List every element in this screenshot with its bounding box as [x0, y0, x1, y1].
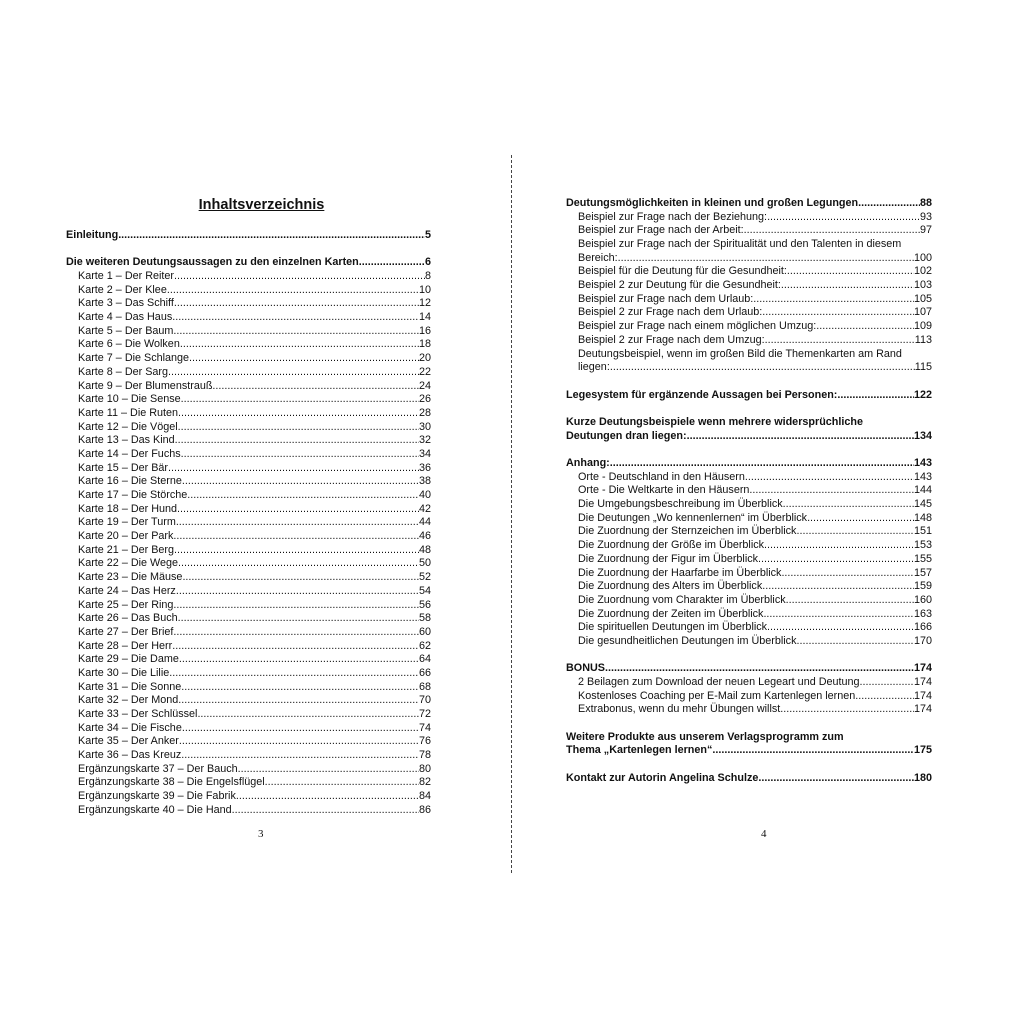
page-number-right: 4 [761, 828, 767, 840]
toc-entry-card: Karte 4 – Das Haus ..... 14 [66, 311, 431, 325]
toc-entry-produkte: Thema „Kartenlegen lernen“ ..... 175 [566, 745, 932, 759]
toc-entry-legungen: Deutungsmöglichkeiten in kleinen und großen Legungen ..... 88 [566, 197, 932, 211]
toc-entry-bonus: BONUS ..... 174 [566, 662, 932, 676]
toc-entry-example: Beispiel zur Frage nach der Arbeit: ..... 97 [566, 224, 932, 238]
left-toc [66, 229, 431, 818]
toc-entry-example: Beispiel zur Frage nach einem möglichen Umzug: ..... 109 [566, 320, 932, 334]
toc-entry-card: Ergänzungskarte 40 – Die Hand ..... 86 [66, 804, 431, 818]
toc-entry-card: Karte 5 – Der Baum ..... 16 [66, 325, 431, 339]
toc-entry-card: Karte 32 – Der Mond ..... 70 [66, 694, 431, 708]
toc-entry-card: Ergänzungskarte 38 – Die Engelsflügel ..... 82 [66, 777, 431, 791]
toc-entry-card: Karte 7 – Die Schlange ..... 20 [66, 352, 431, 366]
toc-entry-legesystem: Legesystem für ergänzende Aussagen bei Personen: ..... 122 [566, 389, 932, 403]
toc-entry-card: Karte 33 – Der Schlüssel ..... 72 [66, 708, 431, 722]
toc-entry-bonus-item: Kostenloses Coaching per E-Mail zum Kartenlegen lernen ..... 174 [566, 690, 932, 704]
card-list [66, 270, 431, 818]
toc-entry-card: Karte 9 – Der Blumenstrauß ..... 24 [66, 380, 431, 394]
toc-entry-card: Karte 25 – Der Ring ..... 56 [66, 599, 431, 613]
toc-entry-card: Karte 2 – Der Klee ..... 10 [66, 284, 431, 298]
toc-entry-card: Karte 28 – Der Herr ..... 62 [66, 640, 431, 654]
toc-entry-anhang: Anhang: ..... 143 [566, 457, 932, 471]
toc-entry-card: Karte 22 – Die Wege ..... 50 [66, 558, 431, 572]
toc-entry-card: Karte 11 – Die Ruten ..... 28 [66, 407, 431, 421]
toc-entry-appendix: Orte - Deutschland in den Häusern ..... 143 [566, 471, 932, 485]
toc-entry-example: Beispiel zur Frage nach der Beziehung: ..... 93 [566, 211, 932, 225]
toc-entry-card: Karte 14 – Der Fuchs ..... 34 [66, 448, 431, 462]
toc-entry-example: Beispiel 2 zur Frage nach dem Umzug: ..... 113 [566, 334, 932, 348]
toc-entry-appendix: Die Zuordnung der Zeiten im Überblick ..... 163 [566, 608, 932, 622]
toc-entry-appendix: Die Zuordnung des Alters im Überblick ..... 159 [566, 580, 932, 594]
toc-entry-card: Karte 24 – Das Herz ..... 54 [66, 585, 431, 599]
toc-entry-card: Karte 20 – Der Park ..... 46 [66, 530, 431, 544]
toc-entry-appendix: Die Deutungen „Wo kennenlernen“ im Überblick ..... 148 [566, 512, 932, 526]
toc-entry-example-line1: Deutungsbeispiel, wenn im großen Bild die Themenkarten am Rand [578, 347, 902, 360]
toc-entry-appendix: Orte - Die Weltkarte in den Häusern ..... 144 [566, 484, 932, 498]
toc-entry-card: Karte 6 – Die Wolken ..... 18 [66, 339, 431, 353]
toc-entry-card: Karte 1 – Der Reiter ..... 8 [66, 270, 431, 284]
toc-entry-card: Karte 26 – Das Buch ..... 58 [66, 612, 431, 626]
toc-entry-card: Karte 19 – Der Turm ..... 44 [66, 516, 431, 530]
toc-entry-example: Beispiel zur Frage nach dem Urlaub: ..... 105 [566, 293, 932, 307]
toc-entry-card: Karte 13 – Das Kind ..... 32 [66, 434, 431, 448]
toc-entry-appendix: Die Zuordnung der Haarfarbe im Überblick ..... 157 [566, 567, 932, 581]
toc-entry-card: Karte 21 – Der Berg ..... 48 [66, 544, 431, 558]
toc-entry-card: Karte 10 – Die Sense ..... 26 [66, 393, 431, 407]
toc-entry-card: Karte 35 – Der Anker ..... 76 [66, 735, 431, 749]
toc-entry-card: Karte 29 – Die Dame ..... 64 [66, 653, 431, 667]
toc-entry-kontakt: Kontakt zur Autorin Angelina Schulze ..... 180 [566, 772, 932, 786]
toc-entry-card: Karte 8 – Der Sarg ..... 22 [66, 366, 431, 380]
toc-entry-appendix: Die Zuordnung der Größe im Überblick ..... 153 [566, 539, 932, 553]
toc-entry-kurze: Deutungen dran liegen: ..... 134 [566, 430, 932, 444]
toc-entry-bonus-item: 2 Beilagen zum Download der neuen Legeart und Deutung ..... 174 [566, 676, 932, 690]
toc-entry-section: Die weiteren Deutungsaussagen zu den einzelnen Karten ..... 6 [66, 256, 431, 270]
legungen-list [566, 211, 932, 375]
toc-entry-kurze-line1: Kurze Deutungsbeispiele wenn mehrere widersprüchliche [566, 416, 863, 428]
toc-entry-appendix: Die Zuordnung der Sternzeichen im Überblick ..... 151 [566, 526, 932, 540]
toc-entry-card: Ergänzungskarte 39 – Die Fabrik ..... 84 [66, 790, 431, 804]
toc-entry-example: liegen: ..... 115 [566, 361, 932, 375]
toc-entry-card: Karte 15 – Der Bär ..... 36 [66, 462, 431, 476]
toc-entry-example: Beispiel für die Deutung für die Gesundheit: ..... 102 [566, 265, 932, 279]
toc-entry-card: Karte 3 – Das Schiff ..... 12 [66, 297, 431, 311]
anhang-list [566, 471, 932, 649]
toc-entry-card: Karte 27 – Der Brief ..... 60 [66, 626, 431, 640]
right-toc [566, 197, 932, 786]
toc-entry-card: Karte 18 – Der Hund ..... 42 [66, 503, 431, 517]
toc-entry-appendix: Die Zuordnung der Figur im Überblick ..... 155 [566, 553, 932, 567]
toc-entry-card: Karte 34 – Die Fische ..... 74 [66, 722, 431, 736]
toc-entry-example: Beispiel 2 zur Frage nach dem Urlaub: ..... 107 [566, 307, 932, 321]
toc-entry-card: Karte 16 – Die Sterne ..... 38 [66, 475, 431, 489]
toc-entry-appendix: Die spirituellen Deutungen im Überblick ..... 166 [566, 621, 932, 635]
bonus-list [566, 676, 932, 717]
toc-entry-card: Karte 12 – Die Vögel ..... 30 [66, 421, 431, 435]
toc-entry-card: Karte 31 – Die Sonne ..... 68 [66, 681, 431, 695]
toc-entry-bonus-item: Extrabonus, wenn du mehr Übungen willst ..... 174 [566, 703, 932, 717]
right-page [512, 0, 1024, 1024]
toc-entry-appendix: Die Zuordnung vom Charakter im Überblick ..... 160 [566, 594, 932, 608]
toc-entry-example: Bereich: ..... 100 [566, 252, 932, 266]
toc-entry-appendix: Die Umgebungsbeschreibung im Überblick ..... 145 [566, 498, 932, 512]
toc-entry-appendix: Die gesundheitlichen Deutungen im Überblick ..... 170 [566, 635, 932, 649]
toc-entry-example-line1: Beispiel zur Frage nach der Spiritualität und den Talenten in diesem [578, 238, 902, 251]
toc-entry-card: Karte 17 – Die Störche ..... 40 [66, 489, 431, 503]
toc-entry-card: Karte 23 – Die Mäuse ..... 52 [66, 571, 431, 585]
toc-entry-intro: Einleitung ..... 5 [66, 229, 431, 243]
toc-entry-card: Karte 30 – Die Lilie ..... 66 [66, 667, 431, 681]
toc-entry-card: Karte 36 – Das Kreuz ..... 78 [66, 749, 431, 763]
toc-entry-example: Beispiel 2 zur Deutung für die Gesundheit: ..... 103 [566, 279, 932, 293]
toc-title: Inhaltsverzeichnis [198, 197, 325, 213]
toc-entry-card: Ergänzungskarte 37 – Der Bauch ..... 80 [66, 763, 431, 777]
toc-entry-produkte-line1: Weitere Produkte aus unserem Verlagsprogramm zum [566, 730, 844, 743]
page-number-left: 3 [258, 828, 264, 840]
